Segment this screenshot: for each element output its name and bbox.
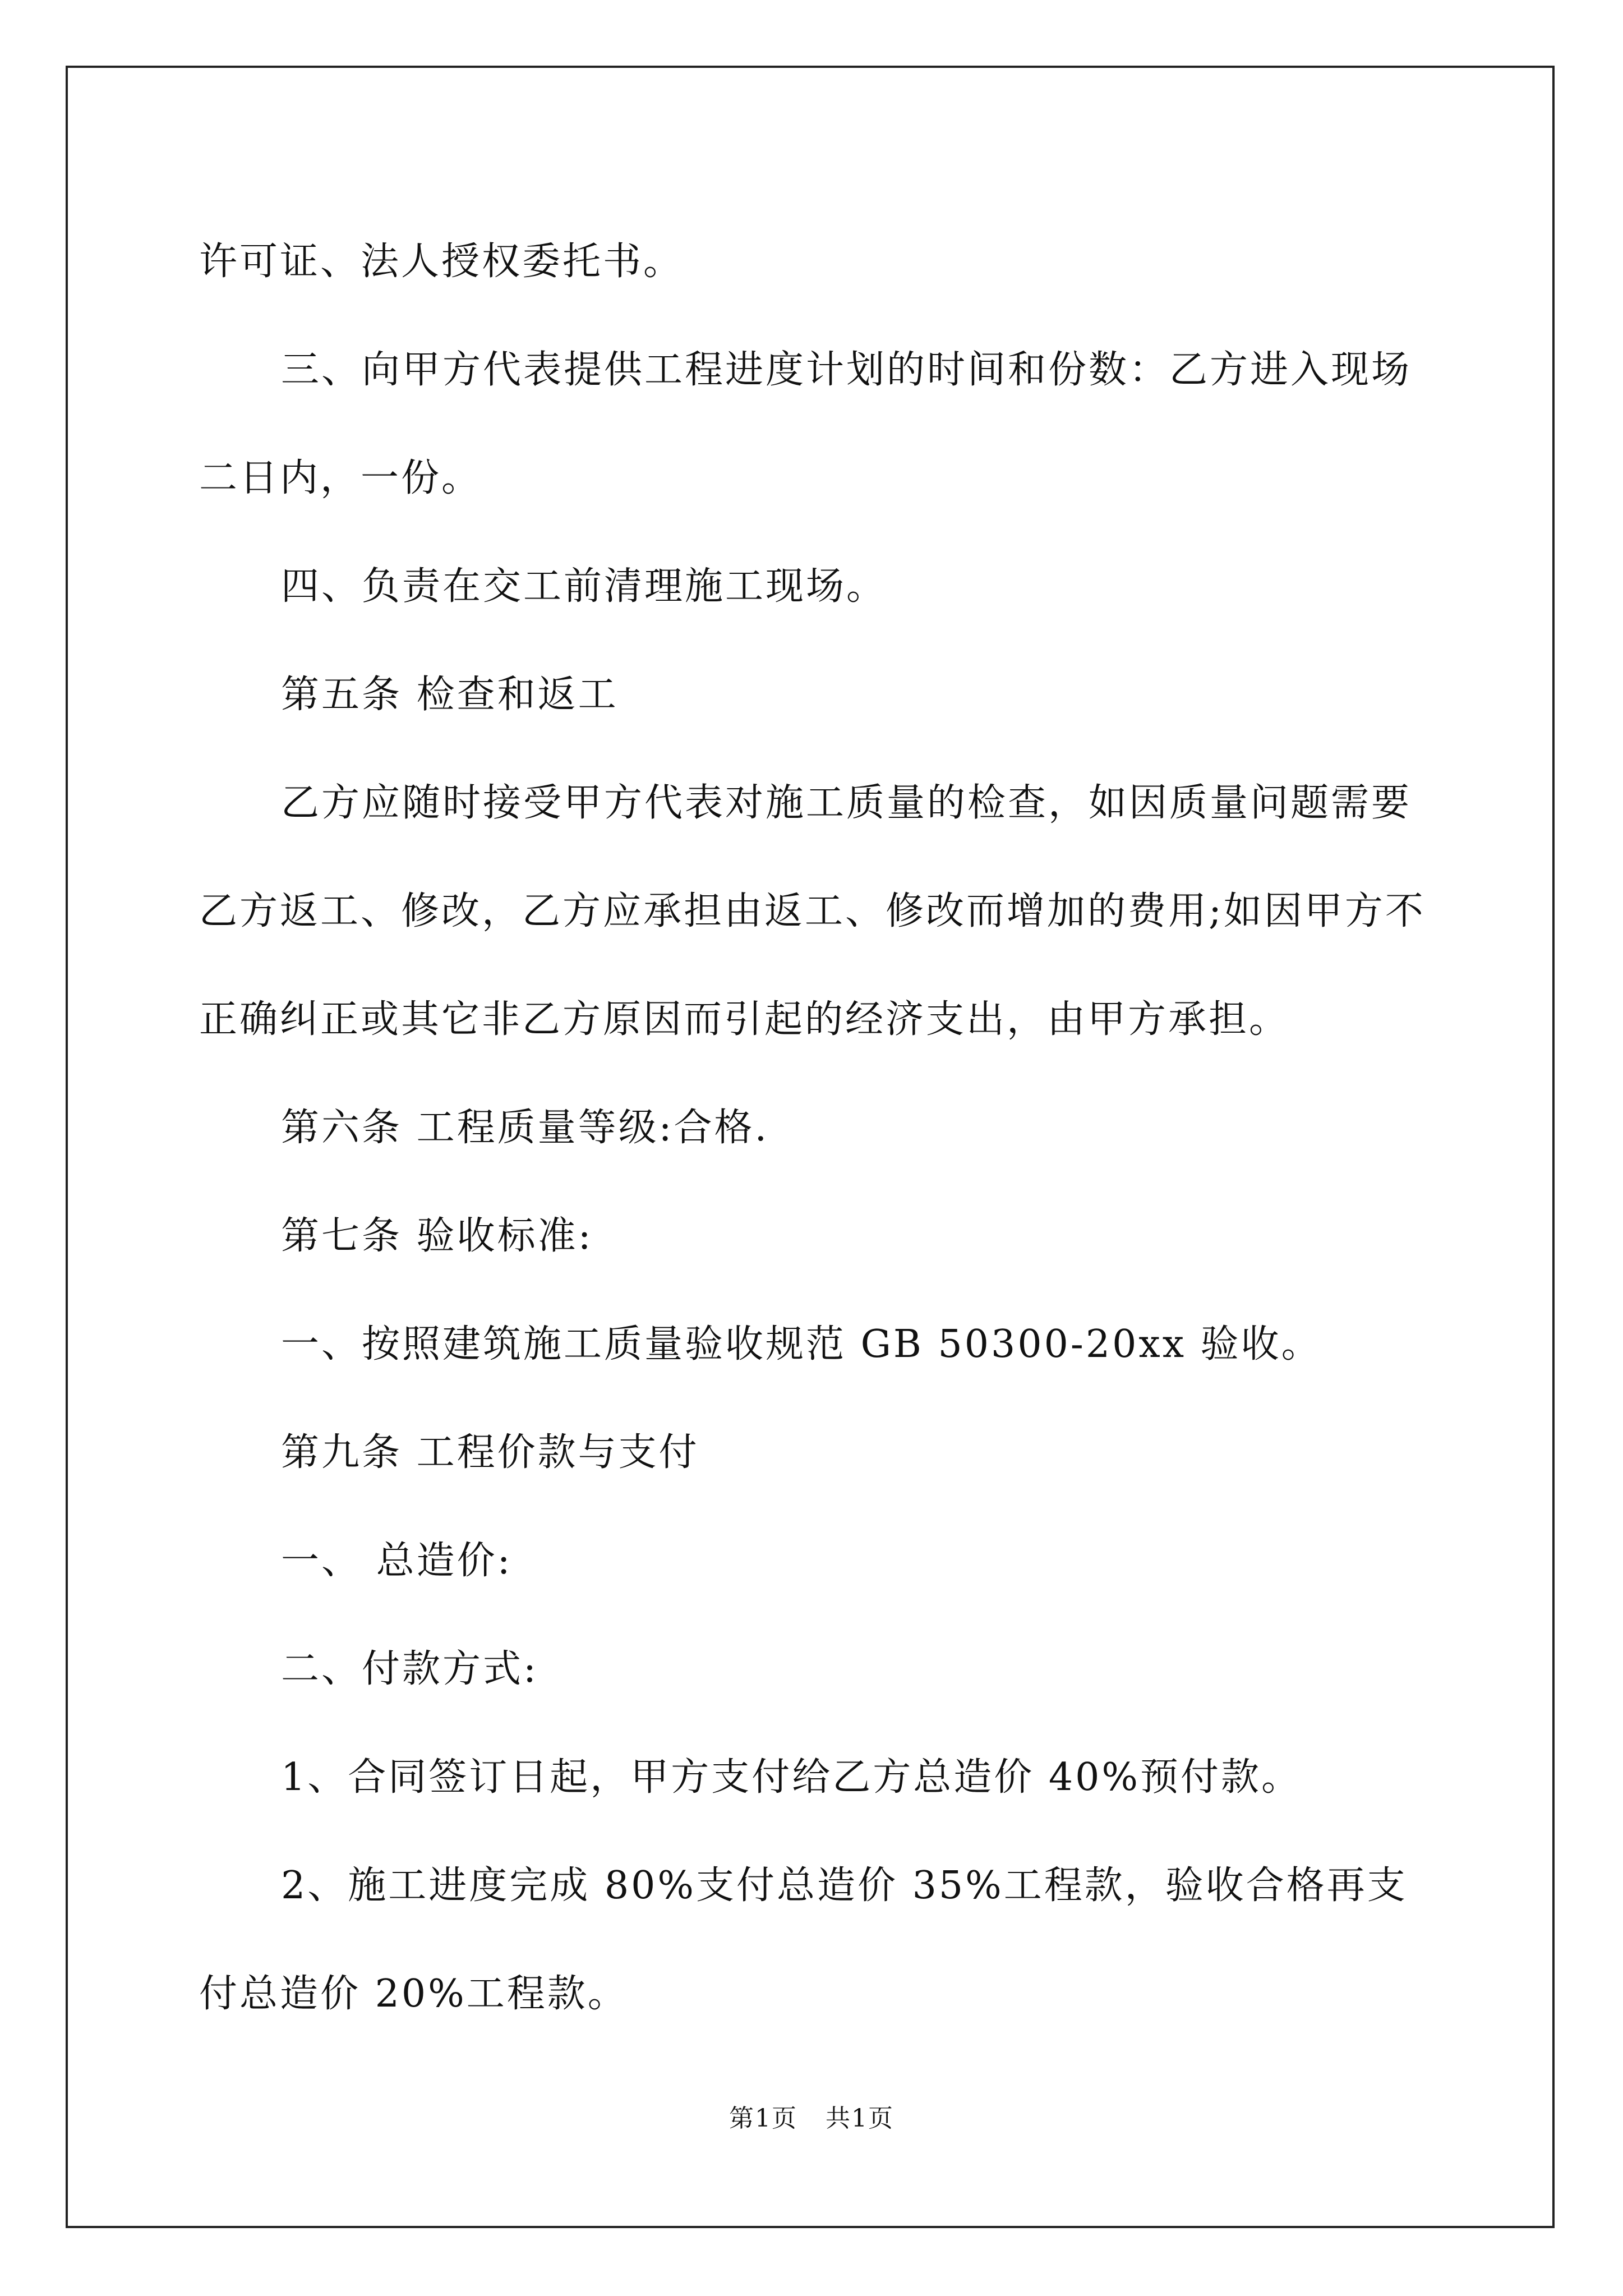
page-number: 第1页 xyxy=(729,2104,797,2133)
section-heading: 第五条 检查和返工 xyxy=(281,673,619,717)
page-total: 共1页 xyxy=(826,2104,894,2133)
paragraph: 许可证、法人授权委托书。 xyxy=(199,240,684,284)
section-heading: 第六条 工程质量等级:合格. xyxy=(281,1106,769,1150)
paragraph: 一、 总造价: xyxy=(281,1539,513,1583)
paragraph: 三、向甲方代表提供工程进度计划的时间和份数：乙方进入现场二日内，一份。 xyxy=(199,348,1412,500)
paragraph: 乙方应随时接受甲方代表对施工质量的检查，如因质量问题需要乙方返工、修改，乙方应承担由返工、修改而增加的费用;如因甲方不正确纠正或其它非乙方原因而引起的经济支出，由甲方承担。 xyxy=(199,781,1426,1042)
paragraph: 四、负责在交工前清理施工现场。 xyxy=(281,564,887,609)
section-heading: 第七条 验收标准: xyxy=(281,1214,593,1258)
document-body xyxy=(199,208,1438,2048)
section-heading: 第九条 工程价款与支付 xyxy=(281,1430,699,1475)
paragraph: 1、合同签订日起，甲方支付给乙方总造价 40%预付款。 xyxy=(281,1755,1302,1800)
paragraph: 二、付款方式: xyxy=(281,1647,538,1691)
paragraph: 一、按照建筑施工质量验收规范 GB 50300-20xx 验收。 xyxy=(281,1322,1322,1366)
paragraph: 2、施工进度完成 80%支付总造价 35%工程款，验收合格再支付总造价 20%工程款。 xyxy=(199,1864,1408,2016)
page-footer xyxy=(0,2098,1623,2134)
